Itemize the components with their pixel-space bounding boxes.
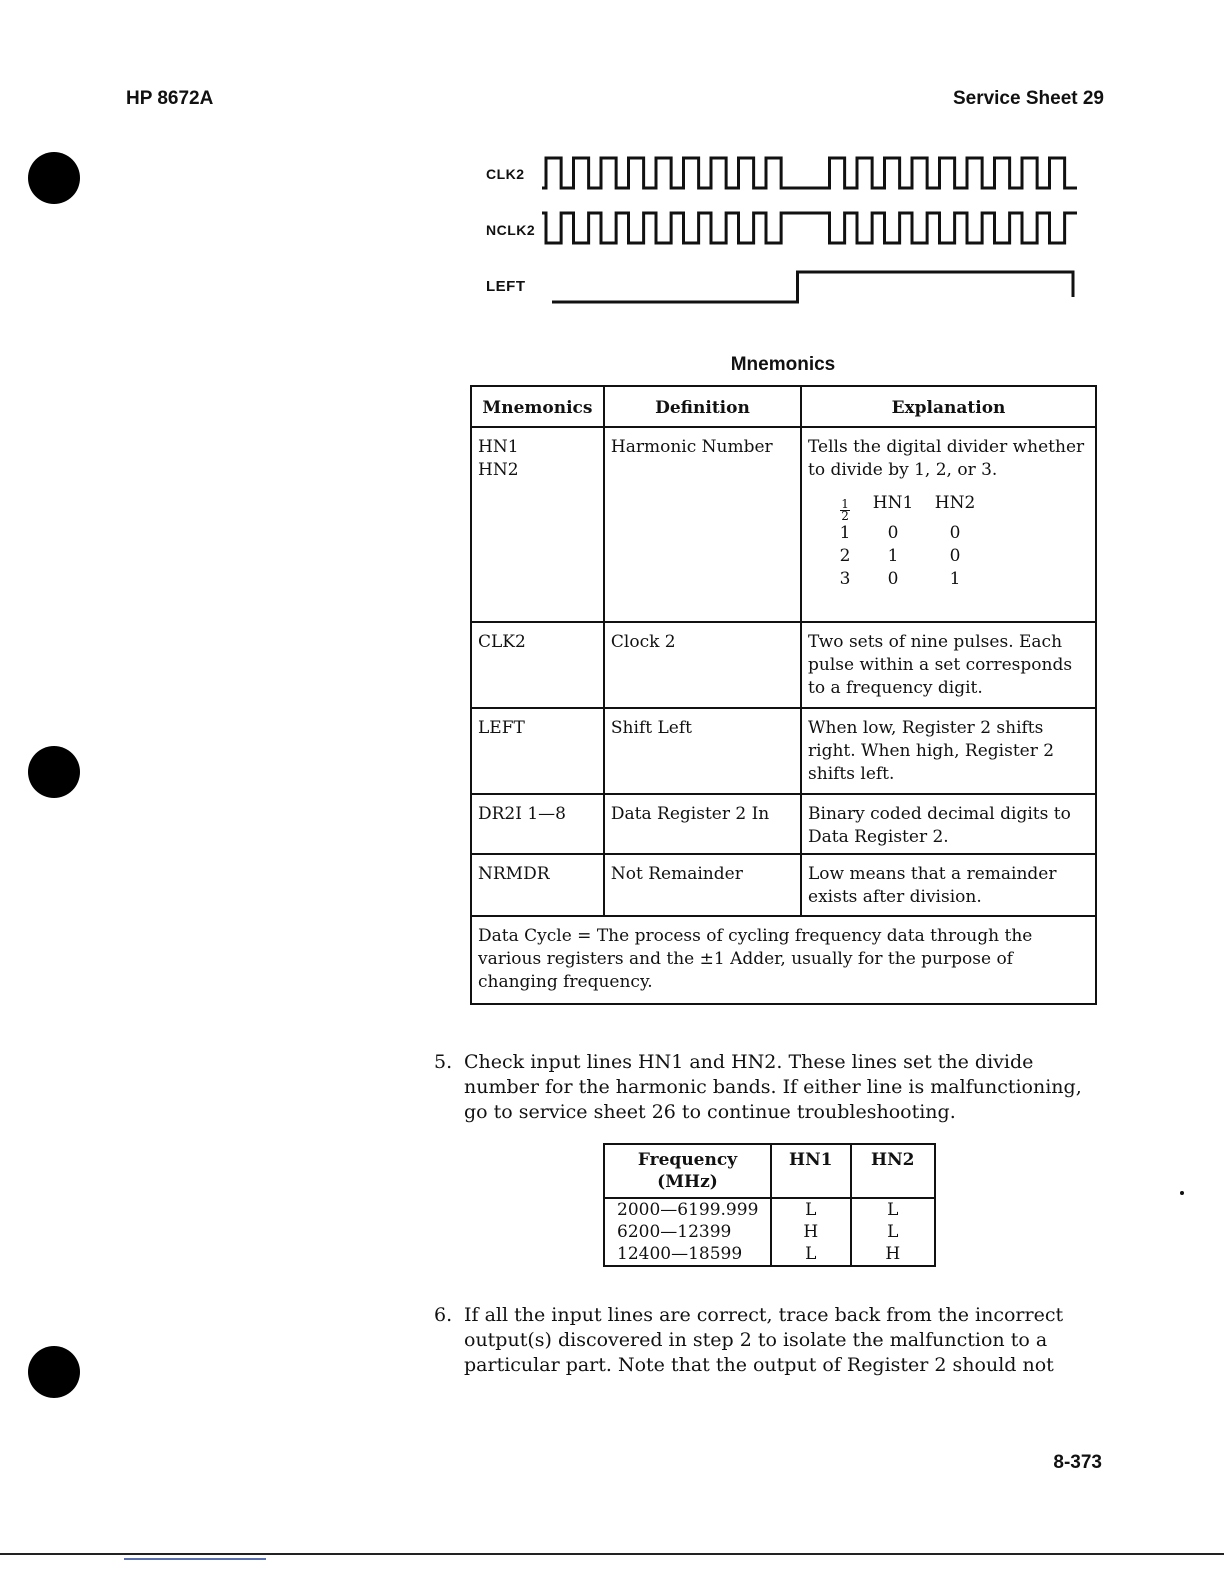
hn-grid-cell: 0	[949, 523, 961, 543]
service-sheet-title: Service Sheet 29	[952, 88, 1104, 109]
fraction-symbol	[828, 492, 862, 522]
mnemonic-cell: NRMDR	[471, 854, 604, 916]
header-explanation: Explanation	[801, 386, 1096, 427]
explanation-cell: Two sets of nine pulses. Each pulse within a set corresponds to a frequency digit.	[801, 622, 1096, 708]
step-text: Check input lines HN1 and HN2. These lines set the divide number for the harmonic bands. If either line is malfunctioning, go to service sheet 26 to continue troubleshooting.	[464, 1051, 1082, 1123]
table-row	[604, 1243, 935, 1266]
definition-cell: Data Register 2 In	[604, 794, 801, 854]
table-row	[471, 794, 1096, 854]
signal-label-left: LEFT	[486, 278, 526, 295]
freq-cell: 12400—18599	[604, 1243, 771, 1266]
step-number: 5.	[434, 1051, 453, 1073]
table-header-row	[604, 1144, 935, 1198]
binder-hole-bottom	[28, 1346, 80, 1398]
footer-rule-accent	[124, 1558, 266, 1560]
mnemonic-cell: LEFT	[471, 708, 604, 794]
step-number: 6.	[434, 1304, 453, 1326]
hn-grid-cell: 2	[839, 546, 851, 566]
signal-label-clk2: CLK2	[486, 166, 525, 182]
table-footer-row	[471, 916, 1096, 1004]
table-row	[604, 1221, 935, 1243]
hn-grid-cell: 0	[887, 523, 899, 543]
definition-cell: Shift Left	[604, 708, 801, 794]
explanation-cell	[801, 427, 1096, 622]
hn-divide-table	[828, 492, 1089, 591]
explanation-cell: Binary coded decimal digits to Data Register 2.	[801, 794, 1096, 854]
timing-diagram	[540, 150, 1085, 310]
definition-cell: Not Remainder	[604, 854, 801, 916]
hn-grid-cell: 1	[949, 569, 961, 589]
page-number: 8-373	[1053, 1452, 1102, 1473]
hn1-cell: L	[771, 1243, 851, 1266]
explanation-cell: Low means that a remainder exists after division.	[801, 854, 1096, 916]
hn-grid-cell: 0	[887, 569, 899, 589]
left-waveform	[552, 272, 1073, 302]
nclk2-waveform	[542, 213, 1077, 243]
binder-hole-middle	[28, 746, 80, 798]
freq-cell: 2000—6199.999	[604, 1198, 771, 1221]
header-frequency-unit: (MHz)	[657, 1172, 718, 1192]
hn2-cell: L	[851, 1198, 935, 1221]
step-5	[434, 1050, 1094, 1125]
mnemonic-cell: DR2I 1—8	[471, 794, 604, 854]
hn2-cell: L	[851, 1221, 935, 1243]
hn2-cell: H	[851, 1243, 935, 1266]
document-id: HP 8672A	[126, 88, 214, 109]
fraction-denominator: 2	[841, 509, 849, 523]
hn-grid-header-hn2: HN2	[934, 493, 976, 513]
hn-grid-cell: 3	[839, 569, 851, 589]
hn-grid-header-hn1: HN1	[872, 493, 914, 513]
table-row	[471, 854, 1096, 916]
header-hn2: HN2	[851, 1144, 935, 1198]
mnemonic-cell	[471, 427, 604, 622]
hn-grid-cell: 0	[949, 546, 961, 566]
header-mnemonics: Mnemonics	[471, 386, 604, 427]
table-row	[471, 427, 1096, 622]
binder-hole-top	[28, 152, 80, 204]
header-hn1: HN1	[771, 1144, 851, 1198]
signal-label-nclk2: NCLK2	[486, 222, 536, 238]
step-text: If all the input lines are correct, trace back from the incorrect output(s) discovered in step 2 to isolate the malfunction to a particular part. Note that the output of Register 2 should not	[464, 1304, 1064, 1376]
hn-grid-cell: 1	[839, 523, 851, 543]
speck	[1180, 1191, 1184, 1195]
mnemonics-table-title: Mnemonics	[730, 354, 836, 375]
clk2-waveform	[542, 158, 1077, 188]
mnemonic-hn2: HN2	[478, 460, 519, 480]
hn-grid-cell: 1	[887, 546, 899, 566]
header-frequency	[604, 1144, 771, 1198]
freq-cell: 6200—12399	[604, 1221, 771, 1243]
table-header-row	[471, 386, 1096, 427]
definition-cell: Harmonic Number	[604, 427, 801, 622]
table-row	[604, 1198, 935, 1221]
header-definition: Definition	[604, 386, 801, 427]
table-row	[471, 708, 1096, 794]
mnemonic-cell: CLK2	[471, 622, 604, 708]
definition-cell: Clock 2	[604, 622, 801, 708]
explanation-cell: When low, Register 2 shifts right. When high, Register 2 shifts left.	[801, 708, 1096, 794]
footer-rule	[0, 1553, 1224, 1555]
data-cycle-definition: Data Cycle = The process of cycling frequency data through the various registers and the ±1 Adder, usually for the purpose of changing frequency.	[471, 916, 1096, 1004]
hn1-cell: H	[771, 1221, 851, 1243]
mnemonics-table	[470, 385, 1097, 1005]
header-frequency-label: Frequency	[637, 1150, 738, 1170]
fraction-numerator: 1	[841, 497, 849, 511]
mnemonic-hn1: HN1	[478, 437, 519, 457]
hn1-cell: L	[771, 1198, 851, 1221]
table-row	[471, 622, 1096, 708]
explanation-text: Tells the digital divider whether to divide by 1, 2, or 3.	[808, 437, 1085, 480]
frequency-table	[603, 1143, 936, 1267]
step-6	[434, 1303, 1094, 1378]
